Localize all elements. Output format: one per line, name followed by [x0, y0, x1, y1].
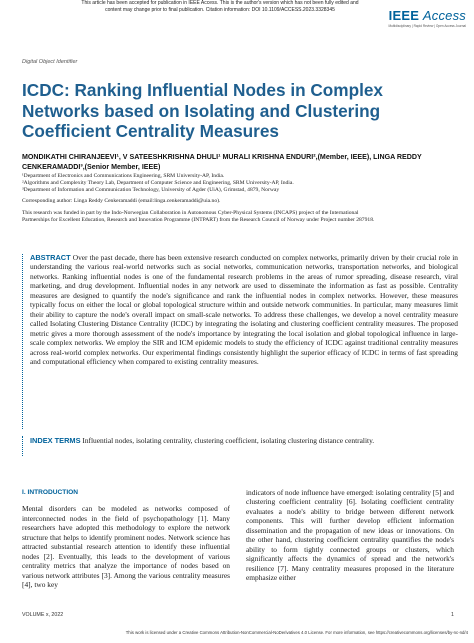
index-terms — [30, 436, 458, 446]
author-list: MONDIKATHI CHIRANJEEVI¹, V SATEESHKRISHNA DHULI¹ MURALI KRISHNA ENDURI²,(Member, IEEE), LINGA REDDY CENKERAMADDI³,(Senior Member, IEEE) — [22, 153, 422, 171]
funding-statement: This research was funded in part by the Indo-Norwegian Collaboration in Autonomous Cyber-Physical Systems (INCAPS) project of the International Partnerships for Excellent Education, Research and Innovation Programme (INTPART) from the Research Council of Norway under Project number 287918. — [22, 210, 375, 223]
index-terms-marker — [22, 436, 23, 456]
notice-line-2: content may change prior to final publication. Citation information: DOI 10.1109/ACCESS.2023.3328345 — [105, 7, 335, 13]
logo-access: Access — [422, 8, 466, 23]
doi-label: Digital Object Identifier — [22, 59, 78, 65]
logo-tagline: Multidisciplinary | Rapid Review | Open Access Journal — [388, 24, 466, 28]
affiliation-2: ²Algorithms and Complexity Theory Lab, Department of Computer Science and Engineering, SRM University-AP, India. — [22, 180, 294, 186]
intro-left-text: Mental disorders can be modeled as networks composed of interconnected nodes in the field of psychopathology [1]. Many researchers have adopted this methodology to explore the network structure that helps to identify prominent nodes. Network science has attracted substantial research attention to identify these influential nodes [2]. Eventually, this leads to the development of various centrality metrics that analyze the importance of nodes based on various network attributes [3]. Among the various centrality measures [4], two key — [22, 504, 230, 590]
notice-line-1: This article has been accepted for publication in IEEE Access. This is the author's version which has not been fully edited and — [81, 0, 359, 6]
corresponding-author: Corresponding author: Linga Reddy Cenkeramaddi (email:linga.cenkeramaddi@uia.no). — [22, 198, 221, 204]
affiliations — [22, 173, 462, 194]
logo-ieee: IEEE — [388, 8, 420, 23]
intro-heading: I. INTRODUCTION — [22, 489, 79, 496]
intro-right-column — [246, 488, 454, 583]
page-number: 1 — [451, 612, 454, 618]
paper-title: ICDC: Ranking Influential Nodes in Complex Networks based on Isolating and Clustering Coefficient Centrality Measures — [22, 80, 383, 141]
abstract-text: Over the past decade, there has been extensive research conducted on complex networks, primarily driven by their crucial role in understanding the various real-world networks such as social networks, communication networks, transportation networks, and biological networks. Ranking influential nodes is one of the fundamental research problems in the areas of rumor spreading, disease research, viral marketing, and drug development. Influential nodes in any network are used to disseminate the information as fast as possible. Centrality measures are designed to quantify the node's significance and rank the influential nodes in complex networks. However, these measures typically focus on either the local or global topological structure within and outside network communities. In particular, many measures limit their ability to capture the node's overall impact on small-scale networks. To address these challenges, we develop a novel centrality measure called Isolating Clustering Distance Centrality (ICDC) by integrating the isolating and clustering coefficient centrality measures. The proposed metric gives a more thorough assessment of the node's importance by integrating the local isolation and global topological influence in large-scale complex networks. We employ the SIR and ICM epidemic models to study the efficiency of ICDC against traditional centrality measures across real-world complex networks. Our experimental findings consistently highlight the superior efficacy of ICDC in terms of fast spreading and computational efficiency when compared to existing centrality measures. — [30, 253, 458, 366]
ieee-access-logo — [389, 8, 466, 28]
intro-right-text: indicators of node influence have emerged: isolating centrality [5] and clustering coefficient centrality [6]. Isolating coefficient centrality evaluates a node's ability to bridge between different network components. This will further develop efficient information dissemination and the propagation of new ideas or innovations. On the other hand, clustering coefficient centrality quantifies the node's ability to form tightly connected groups or clusters, which significantly affects the dynamics of spread and the network's resilience [7]. Many centrality measures proposed in the literature emphasize either — [246, 488, 454, 583]
affiliation-3: ³Department of Information and Communication Technology, University of Agder (UiA), Grimstad, 4879, Norway — [22, 187, 280, 193]
page-footer — [22, 612, 454, 618]
license-text: This work is licensed under a Creative Commons Attribution-NonCommercial-NoDerivatives 4.0 License. For more information, see https://creativecommons.org/licenses/by-nc-nd/4 — [125, 630, 468, 635]
abstract-marker — [22, 254, 23, 429]
license-notice — [0, 630, 474, 635]
publication-notice — [60, 0, 380, 14]
volume-label: VOLUME x, 2022 — [22, 612, 64, 618]
index-terms-label: INDEX TERMS — [30, 436, 81, 445]
abstract — [30, 253, 458, 366]
index-terms-text: Influential nodes, isolating centrality, clustering coefficient, isolating clustering distance centrality. — [82, 436, 375, 445]
intro-left-column — [22, 488, 230, 590]
abstract-label: ABSTRACT — [30, 253, 71, 262]
affiliation-1: ¹Department of Electronics and Communications Engineering, SRM University-AP, India. — [22, 173, 225, 179]
